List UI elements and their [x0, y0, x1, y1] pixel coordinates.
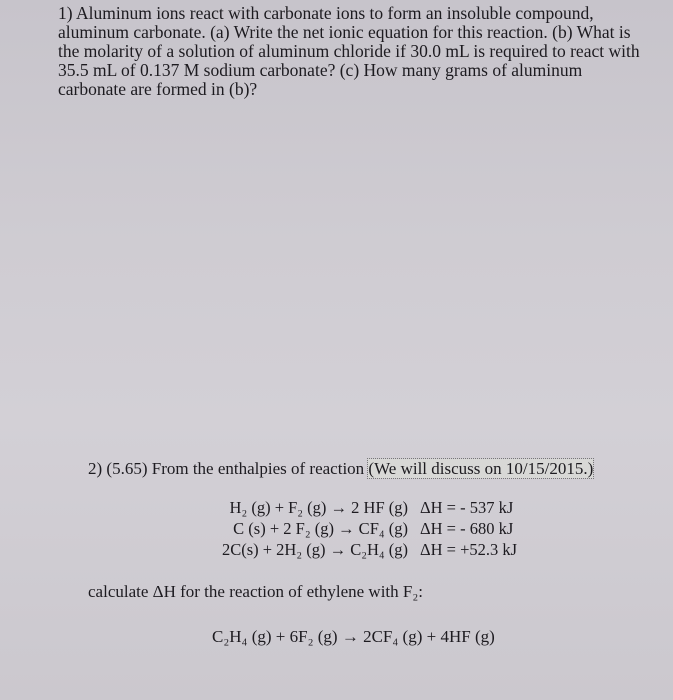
reaction-row	[200, 497, 560, 518]
reaction-row	[200, 539, 560, 560]
discussion-date-note: (We will discuss on 10/15/2015.)	[368, 459, 594, 478]
reaction-enthalpy: ΔH = +52.3 kJ	[420, 540, 518, 559]
reaction-equation: C (s) + 2 F₂ (g) → CF₄ (g)	[233, 519, 408, 538]
target-reaction: C₂H₄ (g) + 6F₂ (g) → 2CF₄ (g) + 4HF (g)	[212, 627, 495, 646]
question-2-intro: 2) (5.65) From the enthalpies of reaction	[88, 459, 369, 478]
reaction-equation: 2C(s) + 2H₂ (g) → C₂H₄ (g)	[221, 540, 408, 559]
reaction-enthalpy: ΔH = - 537 kJ	[420, 498, 514, 517]
reaction-enthalpy: ΔH = - 680 kJ	[420, 519, 514, 538]
question-2-heading	[88, 459, 648, 479]
given-reactions	[200, 497, 560, 560]
reaction-equation: H₂ (g) + F₂ (g) → 2 HF (g)	[229, 498, 408, 517]
calculation-prompt: calculate ΔH for the reaction of ethylene with F₂:	[88, 582, 424, 601]
question-1-text: 1) Aluminum ions react with carbonate ions to form an insoluble compound, aluminum carbonate. (a) Write the net ionic equation for this reaction. (b) What is the molarity of a solution of aluminum chloride if 30.0 mL is required to react with 35.5 mL of 0.137 M sodium carbonate? (c) How many grams of aluminum carbonate are formed in (b)?	[58, 3, 640, 99]
reaction-row	[200, 518, 560, 539]
